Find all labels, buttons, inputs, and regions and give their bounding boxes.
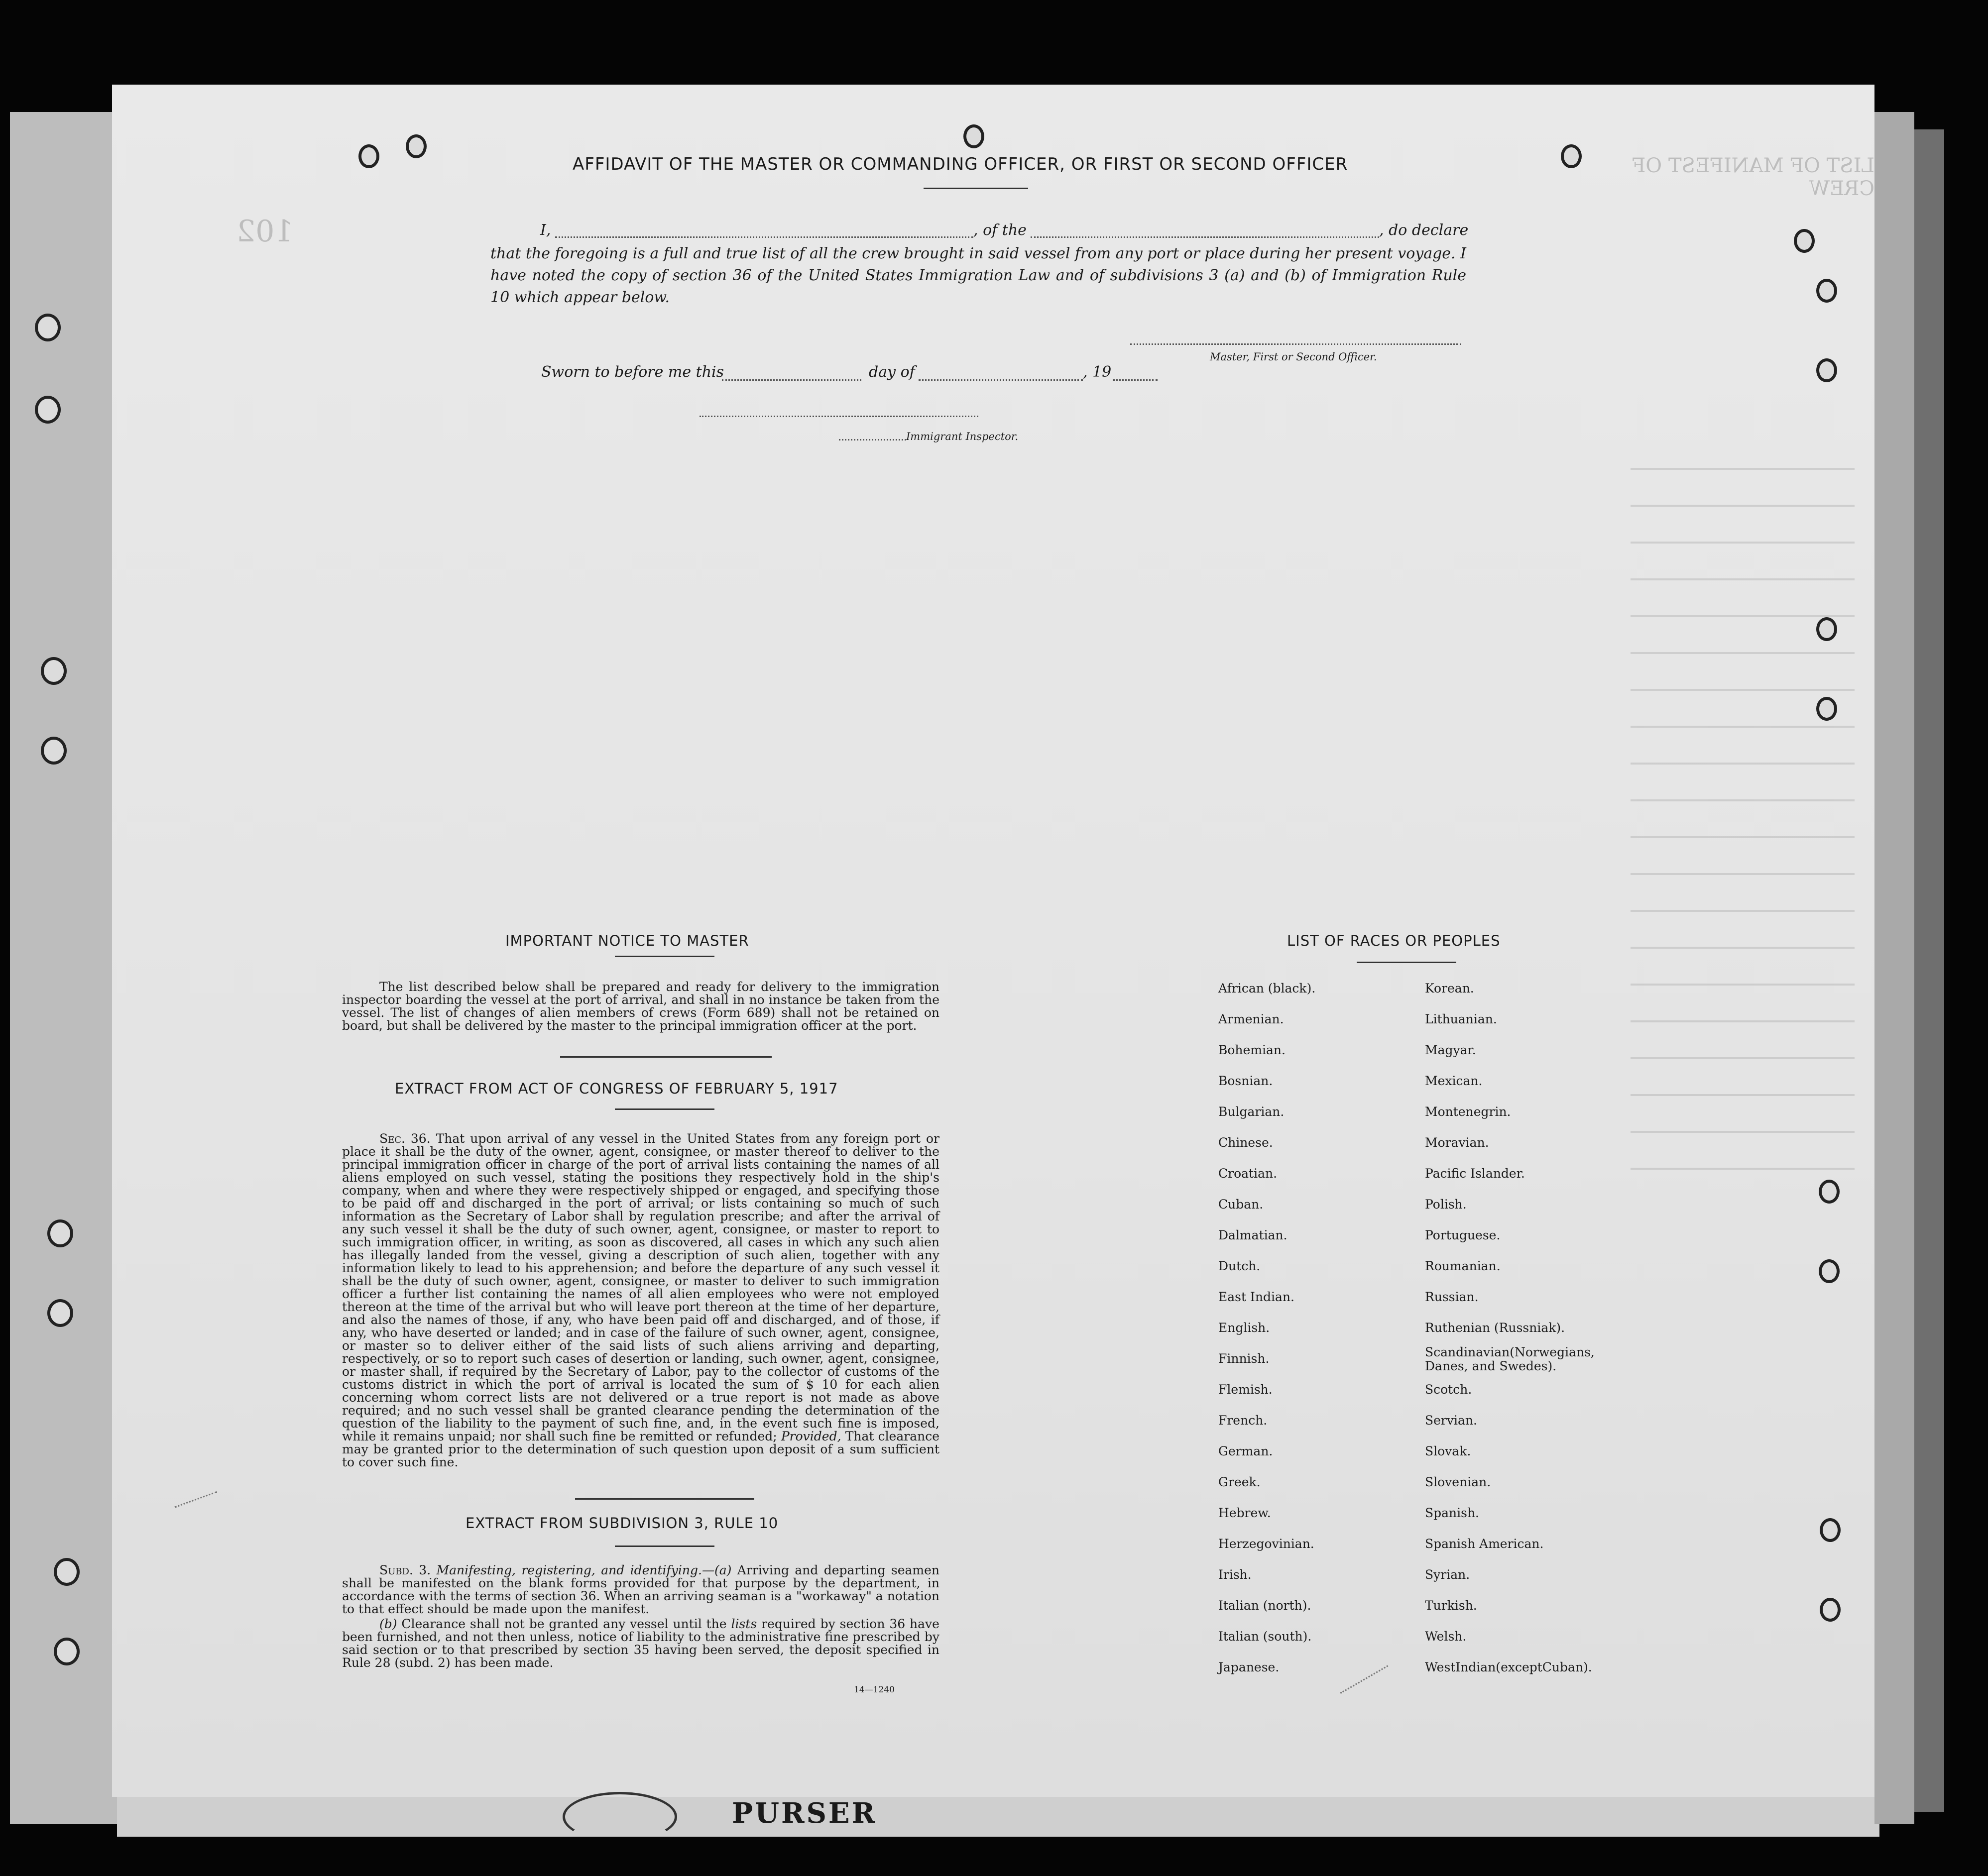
race-item: Magyar.	[1425, 1043, 1476, 1057]
act-body-end: That clearance may be granted prior to the determination of such question upon deposit of a sum sufficient to cover such fine.	[342, 1429, 940, 1469]
race-item: Bulgarian.	[1218, 1104, 1285, 1119]
race-item: Korean.	[1425, 981, 1474, 995]
race-item: Armenian.	[1218, 1012, 1284, 1026]
pencil-mark	[174, 1491, 224, 1527]
race-item: Slovenian.	[1425, 1475, 1491, 1489]
race-item: Croatian.	[1218, 1166, 1278, 1181]
notice-divider	[560, 1056, 772, 1058]
binding-hole	[406, 134, 427, 158]
binding-hole	[1794, 229, 1815, 253]
rule-rule	[615, 1545, 714, 1547]
signature-line[interactable]	[1130, 343, 1461, 345]
binding-hole	[1816, 617, 1837, 641]
rule-subd-title: Manifesting, registering, and identifying.—(a)	[436, 1563, 732, 1577]
act-sec-label: Sec. 36.	[379, 1131, 431, 1146]
race-item: Russian.	[1425, 1290, 1479, 1304]
day-of-text: day of	[869, 363, 915, 381]
race-item: Spanish American.	[1425, 1537, 1544, 1551]
race-item: Italian (south).	[1218, 1629, 1312, 1644]
races-rule	[1357, 962, 1456, 963]
race-item: Hebrew.	[1218, 1506, 1271, 1520]
race-item: Welsh.	[1425, 1629, 1467, 1644]
name-blank[interactable]	[555, 236, 973, 238]
race-item: Pacific Islander.	[1425, 1166, 1525, 1181]
binding-hole	[1820, 1518, 1841, 1542]
signature-label: Master, First or Second Officer.	[1210, 351, 1377, 363]
binding-hole	[41, 657, 67, 685]
race-item: Dalmatian.	[1218, 1228, 1287, 1242]
binding-hole	[358, 144, 379, 168]
act-divider	[575, 1498, 754, 1500]
year-text: , 19	[1083, 363, 1112, 381]
purser-stamp-text: PURSER	[732, 1797, 877, 1830]
race-item: Flemish.	[1218, 1382, 1273, 1397]
race-item: Lithuanian.	[1425, 1012, 1497, 1026]
rule-b-label: (b)	[379, 1617, 397, 1631]
notice-rule	[615, 956, 714, 957]
sworn-day-blank[interactable]	[722, 379, 861, 381]
race-item: French.	[1218, 1413, 1268, 1428]
rule-subd-label: Subd. 3.	[379, 1563, 431, 1577]
binding-hole	[1561, 144, 1582, 168]
binding-hole	[1819, 1259, 1840, 1283]
race-item: Herzegovinian.	[1218, 1537, 1314, 1551]
race-item: Spanish.	[1425, 1506, 1480, 1520]
race-item: Syrian.	[1425, 1567, 1470, 1582]
race-item: Mexican.	[1425, 1074, 1483, 1088]
affidavit-body: that the foregoing is a full and true list of all the crew brought in said vessel from any port or place during her present voyage. I have noted the copy of section 36 of the United States Immigration Law and of subdivisions 3 (a) and (b) of Immigration Rule 10 which appear below.	[490, 245, 1466, 306]
title-rule	[924, 188, 1028, 189]
vessel-blank[interactable]	[1031, 236, 1379, 238]
purser-stamp	[732, 1797, 877, 1830]
rule-para-b-end: required by section 36 have been furnished, and not then unless, notice of liability to the administrative fine prescribed by said section or to that prescribed by section 35 having been served, the deposit specified in Rule 28 (subd. 2) has been made.	[342, 1617, 939, 1670]
bleed-through-lines	[1631, 433, 1855, 1180]
race-item: Bohemian.	[1218, 1043, 1286, 1057]
sworn-month-blank[interactable]	[919, 379, 1083, 381]
race-item: German.	[1218, 1444, 1273, 1458]
binding-hole	[54, 1638, 80, 1665]
inspector-line[interactable]	[700, 416, 978, 417]
race-item: Turkish.	[1425, 1598, 1477, 1613]
round-stamp	[563, 1792, 677, 1842]
binding-hole	[1816, 697, 1837, 721]
binding-hole	[1820, 1598, 1841, 1622]
races-title: LIST OF RACES OR PEOPLES	[1287, 932, 1501, 949]
form-sheet	[112, 85, 1874, 1797]
act-provided: Provided,	[781, 1429, 841, 1443]
notice-body: The list described below shall be prepared and ready for delivery to the immigration inspector boarding the vessel at the port of arrival, and shall in no instance be taken from the vessel. The list of changes of alien members of crews (Form 689) shall not be retained on board, but shall be delivered by the master to the principal immigration officer at the port.	[342, 980, 939, 1033]
binding-hole	[41, 737, 67, 765]
race-item: East Indian.	[1218, 1290, 1294, 1304]
binding-hole	[47, 1299, 73, 1327]
binding-hole	[47, 1219, 73, 1247]
affidavit-title: AFFIDAVIT OF THE MASTER OR COMMANDING OFFICER, OR FIRST OR SECOND OFFICER	[573, 154, 1348, 174]
act-title: EXTRACT FROM ACT OF CONGRESS OF FEBRUARY 5, 1917	[395, 1080, 838, 1097]
act-body-text: That upon arrival of any vessel in the United States from any foreign port or place it shall be the duty of the owner, agent, consignee, or master thereof to deliver to the principal immigration officer in charge of the port of arrival lists containing the names of all aliens employed on such vessel, stating the positions they respectively hold in the ship's company, when and where they were respectively shipped or engaged, and specifying those to be paid off and discharged in the port of arrival; or lists containing so much of such information as the Secretary of Labor shall by regulation prescribe; and after the arrival of any such vessel it shall be the duty of such owner, agent, consignee, or master to report to such immigration officer, in writing, as soon as discovered, all cases in which any such alien has illegally landed from the vessel, giving a description of such alien, together with any information likely to lead to his apprehension; and before the departure of any such vessel it shall be the duty of such owner, agent, consignee, or master to deliver to such immigration officer a further list containing the names of all alien employees who were not employed thereon at the time of the arrival but who will leave port thereon at the time of her departure, and also the names of those, if any, who have been paid off and discharged, and of those, if any, who have deserted or landed; and in case of the failure of such owner, agent, consignee, or master so to deliver either of the said lists of such aliens arriving and departing, respectively, or so to report such cases of desertion or landing, such owner, agent, consignee, or master shall, if required by the Secretary of Labor, pay to the collector of customs of the customs district in which the port of arrival is located the sum of $ 10 for each alien concerning whom correct lists are not delivered or a true report is not made as above required; and no such vessel shall be granted clearance pending the determination of the question of the liability to the payment of such fine, and, in the event such fine is imposed, while it remains unpaid; nor shall such fine be remitted or refunded;	[342, 1131, 939, 1443]
rule-para-a-text: Arriving and departing seamen shall be manifested on the blank forms provided for that purpose by the department, in accordance with the terms of section 36. When an arriving seaman is a "workaway" a notation to that effect should be made upon the manifest.	[342, 1563, 940, 1616]
bleed-through-marks: LIST OF MANIFEST OF CREW	[1632, 154, 1874, 200]
under-sheet-right-edge	[1914, 129, 1944, 1812]
race-item: Ruthenian (Russniak).	[1425, 1321, 1565, 1335]
race-item: Japanese.	[1218, 1660, 1280, 1674]
rule-para-b-text: Clearance shall not be granted any vessel until the	[401, 1617, 727, 1631]
inspector-label: Immigrant Inspector.	[906, 431, 1019, 442]
race-item: Chinese.	[1218, 1135, 1273, 1150]
rule-title: EXTRACT FROM SUBDIVISION 3, RULE 10	[466, 1515, 779, 1532]
rule-para-a	[342, 1564, 939, 1616]
race-item: Scotch.	[1425, 1382, 1472, 1397]
race-item: Montenegrin.	[1425, 1104, 1511, 1119]
affidavit-of-the: , of the	[973, 221, 1027, 239]
race-item: Dutch.	[1218, 1259, 1261, 1273]
race-item: Slovak.	[1425, 1444, 1471, 1458]
binding-hole	[1816, 279, 1837, 303]
bleed-through-marks: 102	[236, 214, 294, 249]
binding-hole	[35, 396, 61, 424]
rule-lists-word: lists	[731, 1617, 757, 1631]
under-sheet-right	[1874, 112, 1914, 1824]
inspector-label-leader	[839, 439, 906, 441]
race-item: Polish.	[1425, 1197, 1467, 1212]
race-item: English.	[1218, 1321, 1270, 1335]
sworn-text: Sworn to before me this	[541, 363, 724, 381]
binding-hole	[35, 314, 61, 341]
affidavit-do-declare: , do declare	[1379, 221, 1469, 239]
binding-hole	[54, 1558, 80, 1586]
race-item: African (black).	[1218, 981, 1316, 995]
race-item: Scandinavian(Norwegians, Danes, and Swedes).	[1425, 1345, 1595, 1373]
race-item: Servian.	[1425, 1413, 1477, 1428]
binding-hole	[1819, 1180, 1840, 1204]
race-item: Roumanian.	[1425, 1259, 1501, 1273]
race-item: WestIndian(exceptCuban).	[1425, 1660, 1592, 1674]
race-item: Bosnian.	[1218, 1074, 1273, 1088]
notice-title: IMPORTANT NOTICE TO MASTER	[505, 932, 749, 949]
binding-hole	[963, 124, 984, 148]
races-col-2	[1425, 973, 1609, 1683]
race-item: Cuban.	[1218, 1197, 1264, 1212]
act-rule	[615, 1108, 714, 1110]
races-col-1	[1218, 973, 1315, 1683]
race-item: Portuguese.	[1425, 1228, 1501, 1242]
race-item: Italian (north).	[1218, 1598, 1311, 1613]
form-number: 14—1240	[854, 1685, 895, 1695]
race-item: Greek.	[1218, 1475, 1261, 1489]
year-blank[interactable]	[1113, 379, 1158, 381]
rule-para-b	[342, 1618, 939, 1669]
binding-hole	[1816, 358, 1837, 382]
race-item: Finnish.	[1218, 1351, 1270, 1366]
pencil-mark	[1340, 1665, 1399, 1711]
affidavit-i: I,	[540, 221, 551, 239]
race-item: Irish.	[1218, 1567, 1252, 1582]
race-item: Moravian.	[1425, 1135, 1489, 1150]
act-body	[342, 1132, 939, 1469]
